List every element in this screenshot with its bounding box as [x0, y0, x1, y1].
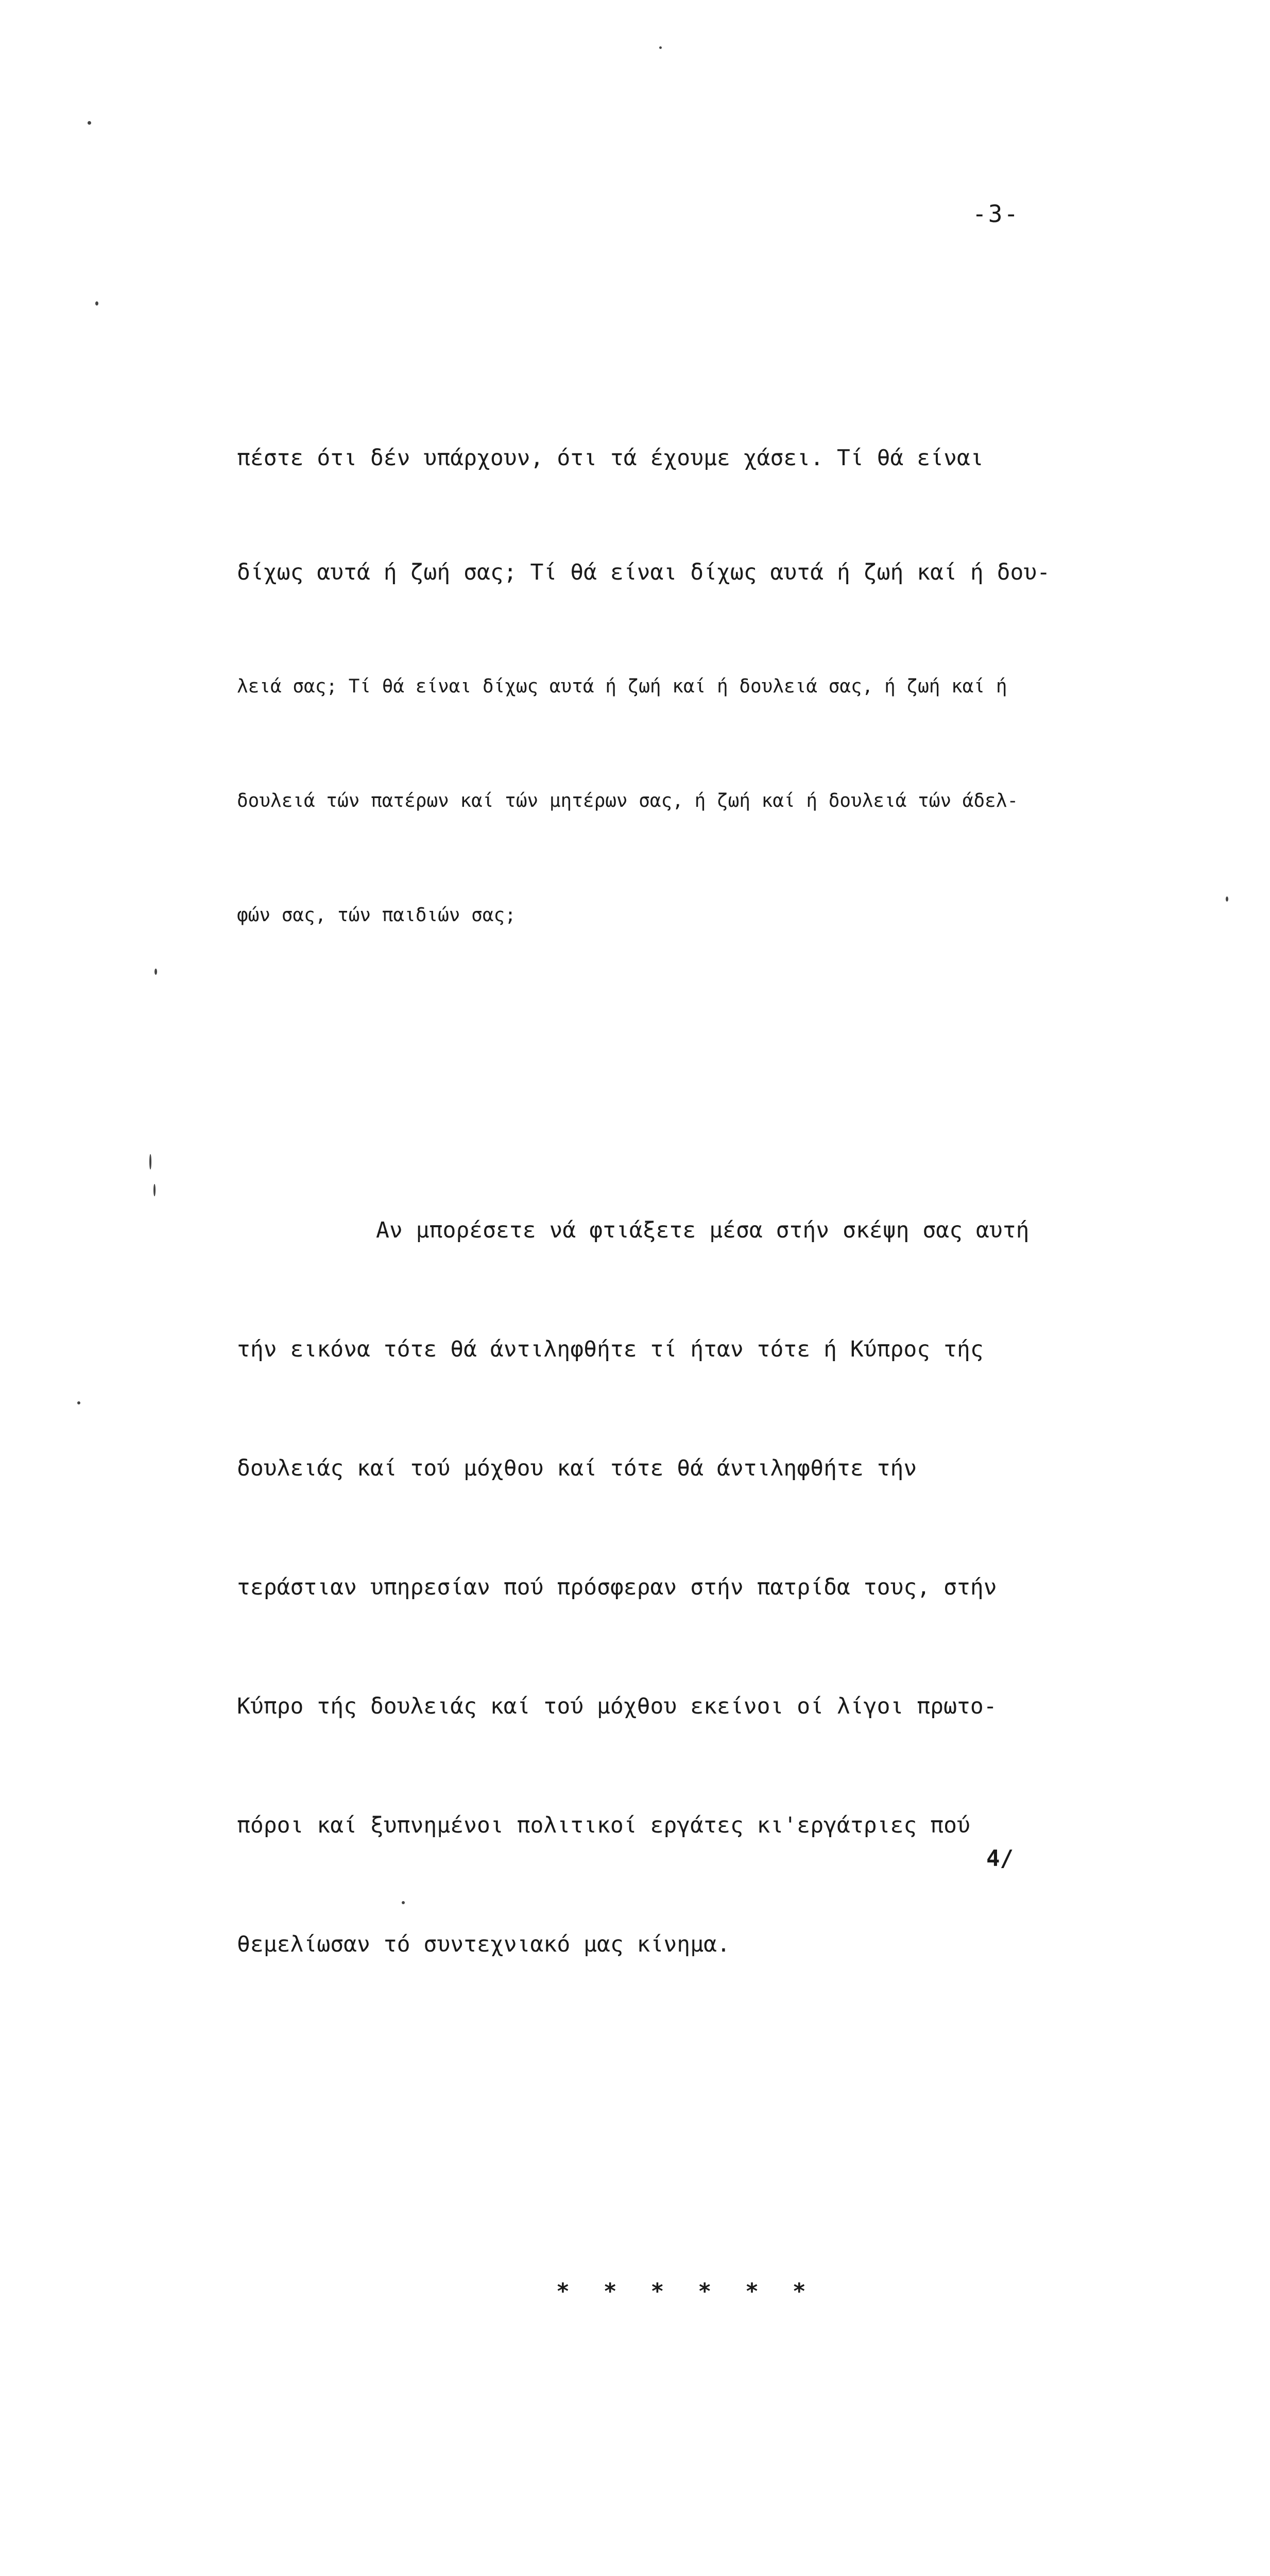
scan-speck [1226, 896, 1228, 902]
body-text [237, 242, 1159, 2576]
scan-speck [402, 1901, 405, 1904]
scan-speck [95, 301, 98, 306]
scan-speck [155, 969, 157, 975]
section-separator: * * * * * * [556, 2279, 816, 2304]
text-line: δίχως αυτά ή ζωή σας; Τί θά είναι δίχως αυτά ή ζωή καί ή δου- [237, 560, 1051, 585]
text-line: Αν μπορέσετε νά φτιάξετε μέσα στήν σκέψη σας αυτή [376, 1217, 1029, 1243]
text-line: πόροι καί ξυπνημένοι πολιτικοί εργάτες κι'εργάτριες πού [237, 1812, 970, 1838]
text-line: φών σας, τών παιδιών σας; [237, 905, 516, 926]
page-number: -3- [972, 200, 1020, 228]
scan-speck [153, 1184, 156, 1196]
text-line: θεμελίωσαν τό συντεχνιακό μας κίνημα. [237, 1931, 730, 1957]
text-line: τεράστιαν υπηρεσίαν πού πρόσφεραν στήν πατρίδα τους, στήν [237, 1574, 997, 1600]
scan-speck [149, 1154, 151, 1170]
text-line: δουλειάς καί τού μόχθου καί τότε θά άντιληφθήτε τήν [237, 1455, 917, 1481]
scan-speck [659, 46, 662, 49]
text-line: Κύπρο τής δουλειάς καί τού μόχθου εκείνοι οί λίγοι πρωτο- [237, 1693, 997, 1719]
scan-speck [77, 1401, 80, 1404]
scan-speck [88, 121, 91, 125]
paragraph-2 [237, 1131, 1159, 2044]
paragraph-1 [237, 361, 1159, 1012]
text-line: λειά σας; Τί θά είναι δίχως αυτά ή ζωή καί ή δουλειά σας, ή ζωή καί ή [237, 676, 1007, 697]
continuation-marker: 4/ [986, 1845, 1014, 1872]
text-line: δουλειά τών πατέρων καί τών μητέρων σας, ή ζωή καί ή δουλειά τών άδελ- [237, 790, 1019, 811]
text-line: πέστε ότι δέν υπάρχουν, ότι τά έχουμε χάσει. Τί θά είναι [237, 445, 984, 471]
text-line: τήν εικόνα τότε θά άντιληφθήτε τί ήταν τότε ή Κύπρος τής [237, 1336, 984, 1362]
